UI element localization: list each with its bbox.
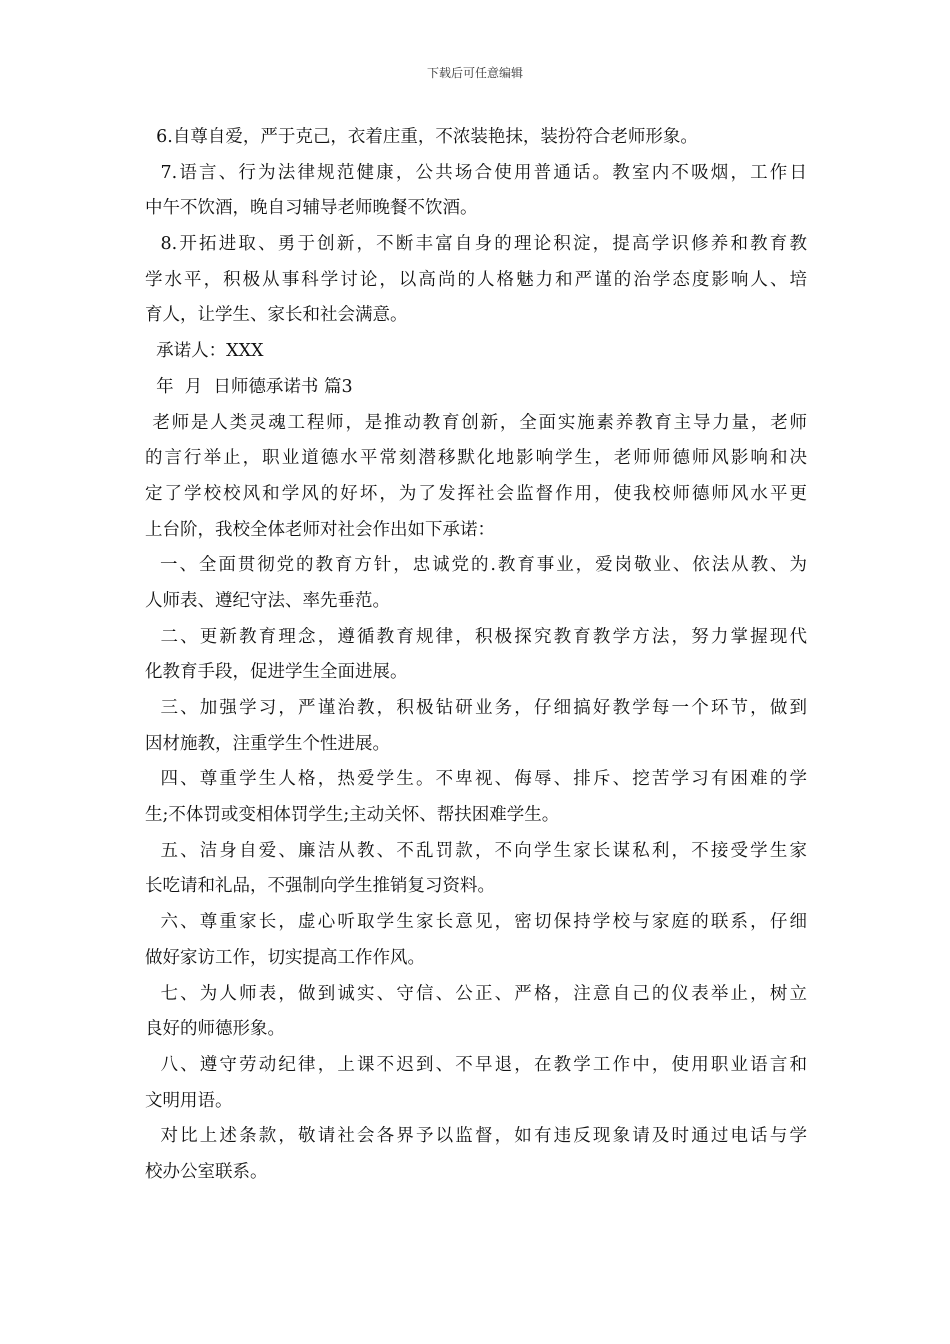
document-body bbox=[145, 120, 807, 1191]
text-line: 化教育手段，促进学生全面进展。 bbox=[145, 662, 408, 683]
text-line: 因材施教，注重学生个性进展。 bbox=[145, 733, 390, 754]
text-line: 的言行举止，职业道德水平常刻潜移默化地影响学生，老师师德师风影响和决 bbox=[145, 448, 807, 469]
text-line: 六、尊重家长，虚心听取学生家长意见，密切保持学校与家庭的联系，仔细 bbox=[145, 912, 807, 933]
text-line: 6.自尊自爱，严于克己，衣着庄重，不浓装艳抹，装扮符合老师形象。 bbox=[145, 127, 698, 147]
text-line: 三、加强学习，严谨治教，积极钻研业务，仔细搞好教学每一个环节，做到 bbox=[145, 698, 807, 718]
text-line: 二、更新教育理念，遵循教育规律，积极探究教育教学方法，努力掌握现代 bbox=[145, 626, 807, 647]
text-line: 育人，让学生、家长和社会满意。 bbox=[145, 305, 408, 326]
text-line: 四、尊重学生人格，热爱学生。不卑视、侮辱、排斥、挖苦学习有困难的学 bbox=[145, 769, 807, 790]
text-line: 学水平，积极从事科学讨论，以高尚的人格魅力和严谨的治学态度影响人、培 bbox=[145, 269, 807, 290]
text-line: 五、洁身自爱、廉洁从教、不乱罚款，不向学生家长谋私利，不接受学生家 bbox=[145, 840, 807, 861]
page-header-note: 下载后可任意编辑 bbox=[426, 66, 523, 80]
text-line: 对比上述条款，敬请社会各界予以监督，如有违反现象请及时通过电话与学 bbox=[145, 1126, 807, 1147]
text-line: 老师是人类灵魂工程师，是推动教育创新，全面实施素养教育主导力量，老师 bbox=[145, 412, 807, 433]
text-line: 8.开拓进取、勇于创新，不断丰富自身的理论积淀，提高学识修养和教育教 bbox=[145, 234, 807, 255]
text-line: 文明用语。 bbox=[145, 1090, 233, 1111]
text-line: 上台阶，我校全体老师对社会作出如下承诺： bbox=[145, 519, 495, 540]
text-line: 校办公室联系。 bbox=[145, 1161, 268, 1182]
text-line: 7.语言、行为法律规范健康，公共场合使用普通话。教室内不吸烟，工作日 bbox=[145, 162, 807, 183]
text-line: 生;不体罚或变相体罚学生;主动关怀、帮扶困难学生。 bbox=[145, 805, 560, 826]
text-line: 七、为人师表，做到诚实、守信、公正、严格，注意自己的仪表举止，树立 bbox=[145, 983, 807, 1004]
text-line: 良好的师德形象。 bbox=[145, 1019, 285, 1040]
text-line: 年 月 日师德承诺书 篇3 bbox=[145, 376, 353, 397]
text-line: 八、遵守劳动纪律，上课不迟到、不早退，在教学工作中，使用职业语言和 bbox=[145, 1054, 807, 1075]
text-line: 一、全面贯彻党的教育方针，忠诚党的.教育事业，爱岗敬业、依法从教、为 bbox=[145, 555, 807, 576]
text-line: 长吃请和礼品，不强制向学生推销复习资料。 bbox=[145, 876, 495, 897]
text-line: 中午不饮酒，晚自习辅导老师晚餐不饮酒。 bbox=[145, 198, 478, 219]
text-line: 承诺人：XXX bbox=[145, 341, 264, 362]
text-line: 做好家访工作，切实提高工作作风。 bbox=[145, 947, 425, 968]
text-line: 定了学校校风和学风的好坏，为了发挥社会监督作用，使我校师德师风水平更 bbox=[145, 483, 807, 504]
text-line: 人师表、遵纪守法、率先垂范。 bbox=[145, 590, 390, 611]
